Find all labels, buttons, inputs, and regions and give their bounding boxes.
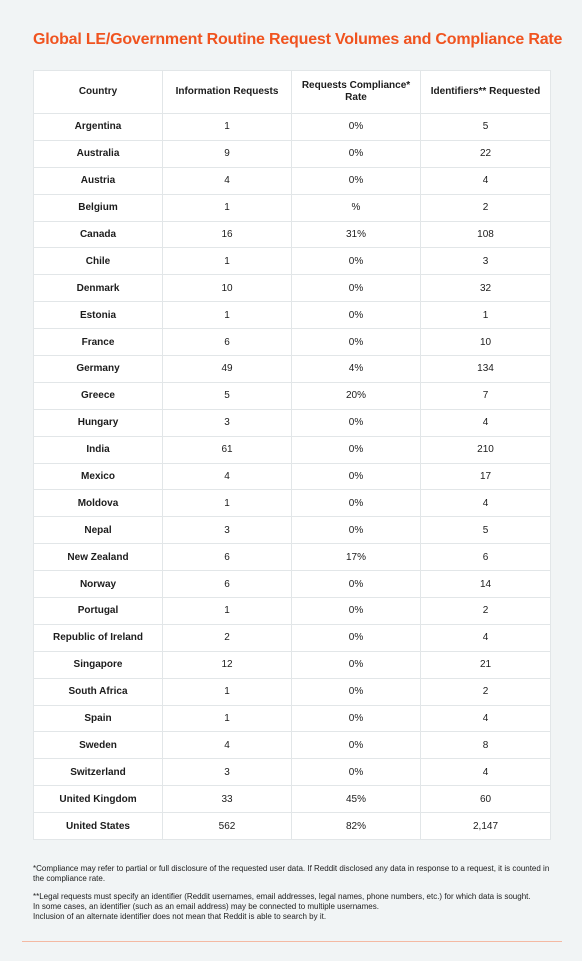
cell-identifiers-requested: 8 <box>421 732 551 759</box>
cell-information-requests: 1 <box>163 194 292 221</box>
footnote-identifiers-line: **Legal requests must specify an identifier (Reddit usernames, email addresses, legal names, phone numbers, etc.) for which data is sought. <box>33 892 531 901</box>
cell-compliance-rate: 0% <box>292 329 421 356</box>
footnote-compliance: *Compliance may refer to partial or full disclosure of the requested user data. If Reddit disclosed any data in response to a request, it is counted in the compliance rate. <box>33 864 550 883</box>
table-row <box>34 651 551 678</box>
cell-country: Singapore <box>34 651 163 678</box>
cell-identifiers-requested: 3 <box>421 248 551 275</box>
cell-information-requests: 1 <box>163 678 292 705</box>
cell-identifiers-requested: 6 <box>421 544 551 571</box>
cell-compliance-rate: 45% <box>292 786 421 813</box>
cell-identifiers-requested: 2 <box>421 194 551 221</box>
table-row <box>34 571 551 598</box>
cell-identifiers-requested: 60 <box>421 786 551 813</box>
cell-country: United Kingdom <box>34 786 163 813</box>
cell-information-requests: 1 <box>163 114 292 141</box>
cell-country: Austria <box>34 167 163 194</box>
table-row <box>34 786 551 813</box>
cell-information-requests: 1 <box>163 490 292 517</box>
cell-identifiers-requested: 32 <box>421 275 551 302</box>
cell-information-requests: 1 <box>163 302 292 329</box>
cell-identifiers-requested: 5 <box>421 114 551 141</box>
cell-compliance-rate: 0% <box>292 759 421 786</box>
table-row <box>34 463 551 490</box>
cell-identifiers-requested: 2,147 <box>421 813 551 840</box>
cell-identifiers-requested: 7 <box>421 382 551 409</box>
table-row <box>34 759 551 786</box>
cell-information-requests: 3 <box>163 517 292 544</box>
cell-information-requests: 6 <box>163 329 292 356</box>
cell-country: Chile <box>34 248 163 275</box>
cell-compliance-rate: 0% <box>292 624 421 651</box>
cell-compliance-rate: 0% <box>292 140 421 167</box>
cell-country: Switzerland <box>34 759 163 786</box>
table-row <box>34 382 551 409</box>
table-row <box>34 813 551 840</box>
table-row <box>34 221 551 248</box>
cell-information-requests: 33 <box>163 786 292 813</box>
cell-compliance-rate: 0% <box>292 436 421 463</box>
cell-identifiers-requested: 21 <box>421 651 551 678</box>
cell-compliance-rate: 0% <box>292 598 421 625</box>
cell-information-requests: 9 <box>163 140 292 167</box>
cell-identifiers-requested: 4 <box>421 490 551 517</box>
cell-identifiers-requested: 5 <box>421 517 551 544</box>
cell-compliance-rate: 0% <box>292 732 421 759</box>
cell-identifiers-requested: 108 <box>421 221 551 248</box>
table-row <box>34 329 551 356</box>
request-volume-table <box>33 70 551 840</box>
cell-country: Republic of Ireland <box>34 624 163 651</box>
cell-compliance-rate: 0% <box>292 651 421 678</box>
cell-identifiers-requested: 10 <box>421 329 551 356</box>
cell-compliance-rate: 0% <box>292 167 421 194</box>
cell-identifiers-requested: 4 <box>421 409 551 436</box>
cell-identifiers-requested: 2 <box>421 598 551 625</box>
header-information-requests: Information Requests <box>163 71 292 114</box>
header-identifiers-requested: Identifiers** Requested <box>421 71 551 114</box>
cell-compliance-rate: % <box>292 194 421 221</box>
footnote-identifiers <box>33 892 553 922</box>
cell-compliance-rate: 0% <box>292 705 421 732</box>
table-row <box>34 705 551 732</box>
table-row <box>34 275 551 302</box>
cell-information-requests: 4 <box>163 732 292 759</box>
table-row <box>34 194 551 221</box>
cell-country: Argentina <box>34 114 163 141</box>
cell-identifiers-requested: 17 <box>421 463 551 490</box>
cell-identifiers-requested: 134 <box>421 356 551 383</box>
cell-country: Denmark <box>34 275 163 302</box>
cell-identifiers-requested: 4 <box>421 705 551 732</box>
cell-country: India <box>34 436 163 463</box>
table-row <box>34 409 551 436</box>
table-row <box>34 436 551 463</box>
cell-country: New Zealand <box>34 544 163 571</box>
cell-identifiers-requested: 2 <box>421 678 551 705</box>
cell-information-requests: 2 <box>163 624 292 651</box>
cell-information-requests: 61 <box>163 436 292 463</box>
cell-compliance-rate: 0% <box>292 571 421 598</box>
cell-information-requests: 4 <box>163 167 292 194</box>
cell-identifiers-requested: 4 <box>421 167 551 194</box>
cell-country: Spain <box>34 705 163 732</box>
cell-information-requests: 3 <box>163 759 292 786</box>
cell-compliance-rate: 0% <box>292 275 421 302</box>
cell-compliance-rate: 82% <box>292 813 421 840</box>
cell-compliance-rate: 17% <box>292 544 421 571</box>
cell-country: Canada <box>34 221 163 248</box>
table-row <box>34 167 551 194</box>
cell-information-requests: 1 <box>163 248 292 275</box>
cell-information-requests: 10 <box>163 275 292 302</box>
cell-country: Sweden <box>34 732 163 759</box>
table-row <box>34 114 551 141</box>
cell-information-requests: 6 <box>163 571 292 598</box>
bottom-divider <box>22 941 562 942</box>
cell-information-requests: 6 <box>163 544 292 571</box>
cell-compliance-rate: 0% <box>292 678 421 705</box>
cell-country: Norway <box>34 571 163 598</box>
table-row <box>34 302 551 329</box>
table-header-row <box>34 71 551 114</box>
cell-identifiers-requested: 22 <box>421 140 551 167</box>
cell-information-requests: 12 <box>163 651 292 678</box>
table-row <box>34 517 551 544</box>
cell-information-requests: 1 <box>163 598 292 625</box>
cell-country: Portugal <box>34 598 163 625</box>
cell-identifiers-requested: 4 <box>421 624 551 651</box>
cell-identifiers-requested: 14 <box>421 571 551 598</box>
footnote-identifiers-line: Inclusion of an alternate identifier does not mean that Reddit is able to search by it. <box>33 912 327 921</box>
cell-information-requests: 49 <box>163 356 292 383</box>
table-row <box>34 678 551 705</box>
cell-compliance-rate: 0% <box>292 302 421 329</box>
table-row <box>34 544 551 571</box>
header-compliance-rate: Requests Compliance* Rate <box>292 71 421 114</box>
cell-country: United States <box>34 813 163 840</box>
table-row <box>34 356 551 383</box>
table-row <box>34 490 551 517</box>
cell-identifiers-requested: 4 <box>421 759 551 786</box>
cell-country: France <box>34 329 163 356</box>
cell-country: Belgium <box>34 194 163 221</box>
cell-information-requests: 1 <box>163 705 292 732</box>
cell-country: Mexico <box>34 463 163 490</box>
cell-information-requests: 562 <box>163 813 292 840</box>
cell-identifiers-requested: 210 <box>421 436 551 463</box>
cell-country: Greece <box>34 382 163 409</box>
cell-country: Moldova <box>34 490 163 517</box>
cell-compliance-rate: 0% <box>292 409 421 436</box>
cell-compliance-rate: 0% <box>292 114 421 141</box>
cell-country: Nepal <box>34 517 163 544</box>
cell-country: South Africa <box>34 678 163 705</box>
cell-country: Australia <box>34 140 163 167</box>
table-row <box>34 248 551 275</box>
cell-compliance-rate: 0% <box>292 248 421 275</box>
cell-compliance-rate: 0% <box>292 463 421 490</box>
table-row <box>34 624 551 651</box>
table-row <box>34 598 551 625</box>
cell-country: Germany <box>34 356 163 383</box>
footnote-identifiers-line: In some cases, an identifier (such as an email address) may be connected to multiple usernames. <box>33 902 379 911</box>
cell-information-requests: 16 <box>163 221 292 248</box>
footnotes <box>33 864 553 930</box>
cell-information-requests: 5 <box>163 382 292 409</box>
cell-country: Estonia <box>34 302 163 329</box>
cell-compliance-rate: 0% <box>292 490 421 517</box>
cell-information-requests: 3 <box>163 409 292 436</box>
cell-compliance-rate: 0% <box>292 517 421 544</box>
cell-identifiers-requested: 1 <box>421 302 551 329</box>
table-row <box>34 732 551 759</box>
table-row <box>34 140 551 167</box>
page-title: Global LE/Government Routine Request Volumes and Compliance Rate <box>33 31 563 48</box>
table-body <box>34 114 551 840</box>
cell-information-requests: 4 <box>163 463 292 490</box>
cell-compliance-rate: 31% <box>292 221 421 248</box>
cell-country: Hungary <box>34 409 163 436</box>
cell-compliance-rate: 4% <box>292 356 421 383</box>
cell-compliance-rate: 20% <box>292 382 421 409</box>
header-country: Country <box>34 71 163 114</box>
